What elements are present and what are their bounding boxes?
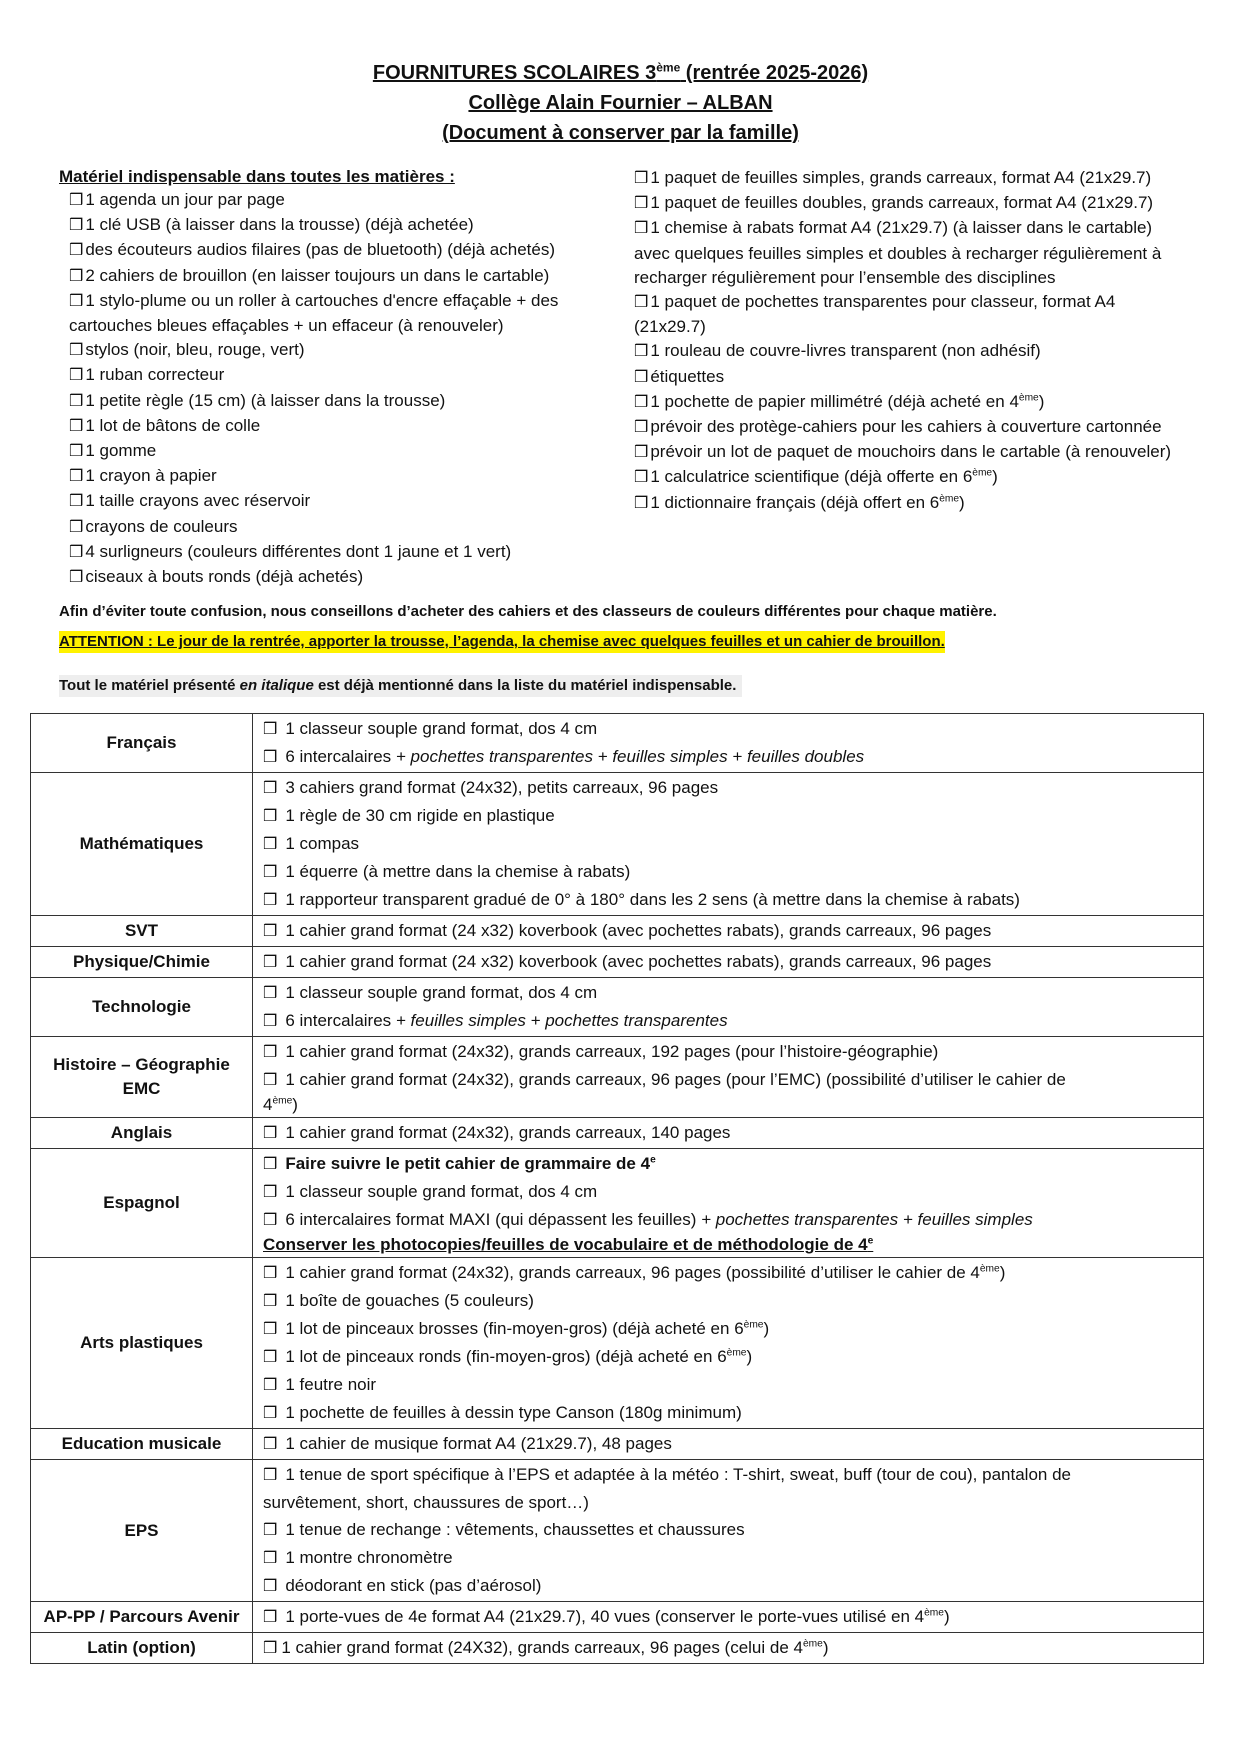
list-item: ❒ 1 classeur souple grand format, dos 4 cm	[263, 715, 1197, 743]
list-item: ❒ 1 cahier grand format (24 x32) koverbook (avec pochettes rabats), grands carreaux, 96 pages	[263, 917, 1197, 945]
checkbox-icon[interactable]: ❒	[263, 721, 278, 738]
checkbox-icon[interactable]: ❒	[263, 1609, 278, 1626]
attention-note: ATTENTION : Le jour de la rentrée, apporter la trousse, l’agenda, la chemise avec quelques feuilles et un cahier de brouillon.	[59, 631, 945, 653]
checkbox-icon[interactable]: ❒	[69, 342, 84, 360]
essentials-right-column	[634, 166, 1241, 516]
checkbox-icon[interactable]: ❒	[263, 1184, 278, 1201]
document-header	[0, 58, 1241, 148]
list-item: ❒ 1 clé USB (à laisser dans la trousse) (déjà achetée)	[69, 213, 609, 238]
list-item: ❒ 1 cahier grand format (24x32), grands carreaux, 96 pages (pour l’EMC) (possibilité d’utiliser le cahier de	[263, 1066, 1197, 1094]
subject-name: SVT	[31, 916, 253, 947]
list-item: ❒ 1 compas	[263, 830, 1197, 858]
essentials-section	[59, 166, 1219, 587]
subject-items	[253, 773, 1204, 916]
list-item: ❒ 1 porte-vues de 4e format A4 (21x29.7), 40 vues (conserver le porte-vues utilisé en 4ème)	[263, 1603, 1197, 1631]
list-item: ❒ 1 paquet de pochettes transparentes pour classeur, format A4	[634, 290, 1241, 315]
checkbox-icon[interactable]: ❒	[263, 1522, 278, 1539]
list-item: ❒ Faire suivre le petit cahier de grammaire de 4e	[263, 1150, 1197, 1178]
checkbox-icon[interactable]: ❒	[263, 1578, 278, 1595]
list-item: ❒ 3 cahiers grand format (24x32), petits carreaux, 96 pages	[263, 774, 1197, 802]
table-row	[31, 1602, 1204, 1633]
checkbox-icon[interactable]: ❒	[263, 892, 278, 909]
checkbox-icon[interactable]: ❒	[263, 1640, 278, 1657]
table-row	[31, 1633, 1204, 1664]
subject-name: Physique/Chimie	[31, 947, 253, 978]
subject-items	[253, 1118, 1204, 1149]
subject-name: Français	[31, 714, 253, 773]
checkbox-icon[interactable]: ❒	[634, 220, 649, 238]
checkbox-icon[interactable]: ❒	[69, 443, 84, 461]
checkbox-icon[interactable]: ❒	[263, 808, 278, 825]
checkbox-icon[interactable]: ❒	[263, 749, 278, 766]
list-item: ❒ crayons de couleurs	[69, 515, 609, 540]
subject-items	[253, 978, 1204, 1037]
list-item: ❒ 1 lot de bâtons de colle	[69, 414, 609, 439]
checkbox-icon[interactable]: ❒	[263, 1377, 278, 1394]
list-item-continuation: avec quelques feuilles simples et doubles à recharger régulièrement à	[634, 243, 1162, 263]
checkbox-icon[interactable]: ❒	[69, 417, 84, 435]
essentials-left-column	[69, 188, 609, 590]
subject-name: Histoire – Géographie EMC	[31, 1037, 253, 1118]
checkbox-icon[interactable]: ❒	[263, 1467, 278, 1484]
checkbox-icon[interactable]: ❒	[263, 1349, 278, 1366]
checkbox-icon[interactable]: ❒	[263, 1321, 278, 1338]
list-item: ❒ prévoir des protège-cahiers pour les cahiers à couverture cartonnée	[634, 415, 1241, 440]
table-row	[31, 1037, 1204, 1118]
list-item: ❒ 1 lot de pinceaux ronds (fin-moyen-gros) (déjà acheté en 6ème)	[263, 1343, 1197, 1371]
subject-name: Latin (option)	[31, 1633, 253, 1664]
list-item: ❒ 1 taille crayons avec réservoir	[69, 489, 609, 514]
table-row	[31, 1460, 1204, 1602]
subject-name: Arts plastiques	[31, 1258, 253, 1429]
list-item: ❒ 1 crayon à papier	[69, 464, 609, 489]
list-item: ❒ 1 classeur souple grand format, dos 4 cm	[263, 979, 1197, 1007]
list-item: ❒ 1 chemise à rabats format A4 (21x29.7) (à laisser dans le cartable)	[634, 216, 1241, 241]
list-item: ❒ stylos (noir, bleu, rouge, vert)	[69, 338, 609, 363]
table-row	[31, 714, 1204, 773]
checkbox-icon[interactable]: ❒	[69, 543, 84, 561]
checkbox-icon[interactable]: ❒	[634, 195, 649, 213]
checkbox-icon[interactable]: ❒	[69, 367, 84, 385]
checkbox-icon[interactable]: ❒	[263, 1044, 278, 1061]
subject-name: EPS	[31, 1460, 253, 1602]
table-row	[31, 978, 1204, 1037]
list-item: ❒ 1 règle de 30 cm rigide en plastique	[263, 802, 1197, 830]
table-row	[31, 947, 1204, 978]
list-item: ❒ 1 stylo-plume ou un roller à cartouches d'encre effaçable + des	[69, 289, 609, 314]
keep-document-note: (Document à conserver par la famille)	[442, 122, 799, 144]
table-row	[31, 1258, 1204, 1429]
checkbox-icon[interactable]: ❒	[263, 1072, 278, 1089]
list-item: ❒ 1 boîte de gouaches (5 couleurs)	[263, 1287, 1197, 1315]
list-item: ❒ 6 intercalaires format MAXI (qui dépassent les feuilles) + pochettes transparentes + feuilles simples	[263, 1206, 1197, 1234]
subjects-table	[30, 713, 1204, 1664]
list-item: ❒ 1 agenda un jour par page	[69, 188, 609, 213]
subject-items	[253, 1633, 1204, 1664]
italic-legend-note: Tout le matériel présenté en italique est déjà mentionné dans la liste du matériel indispensable.	[59, 675, 742, 697]
list-item: ❒ déodorant en stick (pas d’aérosol)	[263, 1572, 1197, 1600]
table-row	[31, 916, 1204, 947]
list-item: ❒ 1 cahier grand format (24x32), grands carreaux, 140 pages	[263, 1119, 1197, 1147]
checkbox-icon[interactable]: ❒	[263, 1265, 278, 1282]
checkbox-icon[interactable]: ❒	[263, 1212, 278, 1229]
list-item: ❒ 1 équerre (à mettre dans la chemise à rabats)	[263, 858, 1197, 886]
subject-name: Education musicale	[31, 1429, 253, 1460]
list-item: ❒ 4 surligneurs (couleurs différentes dont 1 jaune et 1 vert)	[69, 540, 609, 565]
list-item: ❒ 1 petite règle (15 cm) (à laisser dans la trousse)	[69, 389, 609, 414]
checkbox-icon[interactable]: ❒	[634, 170, 649, 187]
subject-items	[253, 916, 1204, 947]
subject-items	[253, 1258, 1204, 1429]
subject-name: Anglais	[31, 1118, 253, 1149]
subject-name: Espagnol	[31, 1149, 253, 1258]
checkbox-icon[interactable]: ❒	[263, 1550, 278, 1567]
checkbox-icon[interactable]: ❒	[69, 468, 84, 486]
list-item: ❒ 1 rouleau de couvre-livres transparent (non adhésif)	[634, 339, 1241, 364]
checkbox-icon[interactable]: ❒	[263, 1405, 278, 1422]
checkbox-icon[interactable]: ❒	[263, 1156, 278, 1173]
keep-photocopies-note: Conserver les photocopies/feuilles de vocabulaire et de méthodologie de 4e	[263, 1235, 874, 1254]
table-row	[31, 1149, 1204, 1258]
list-item: ❒ 1 calculatrice scientifique (déjà offerte en 6ème)	[634, 465, 1241, 490]
list-item: ❒ ciseaux à bouts ronds (déjà achetés)	[69, 565, 609, 590]
checkbox-icon[interactable]: ❒	[634, 294, 649, 312]
checkbox-icon[interactable]: ❒	[69, 267, 84, 285]
page-title: FOURNITURES SCOLAIRES 3ème (rentrée 2025-2026)	[372, 60, 869, 84]
list-item: ❒ 6 intercalaires + feuilles simples + pochettes transparentes	[263, 1007, 1197, 1035]
list-item: ❒ 2 cahiers de brouillon (en laisser toujours un dans le cartable)	[69, 264, 609, 289]
checkbox-icon[interactable]: ❒	[634, 444, 649, 462]
list-item: ❒ 1 cahier de musique format A4 (21x29.7), 48 pages	[263, 1430, 1197, 1458]
list-item: ❒ 1 cahier grand format (24 x32) koverbook (avec pochettes rabats), grands carreaux, 96 pages	[263, 948, 1197, 976]
subject-name: Mathématiques	[31, 773, 253, 916]
list-item: ❒ 1 montre chronomètre	[263, 1544, 1197, 1572]
list-item: ❒ 1 paquet de feuilles doubles, grands carreaux, format A4 (21x29.7)	[634, 191, 1241, 216]
list-item: ❒ 1 pochette de feuilles à dessin type Canson (180g minimum)	[263, 1399, 1197, 1427]
checkbox-icon[interactable]: ❒	[263, 864, 278, 881]
checkbox-icon[interactable]: ❒	[634, 393, 649, 411]
checkbox-icon[interactable]: ❒	[263, 1293, 278, 1310]
table-row	[31, 1118, 1204, 1149]
checkbox-icon[interactable]: ❒	[263, 954, 278, 971]
checkbox-icon[interactable]: ❒	[69, 392, 84, 410]
subject-items	[253, 1602, 1204, 1633]
checkbox-icon[interactable]: ❒	[69, 493, 84, 511]
subject-items	[253, 1149, 1204, 1258]
list-item-continuation: recharger régulièrement pour l’ensemble des disciplines	[634, 267, 1056, 287]
list-item: ❒ prévoir un lot de paquet de mouchoirs dans le cartable (à renouveler)	[634, 440, 1241, 465]
list-item: ❒ 1 tenue de rechange : vêtements, chaussettes et chaussures	[263, 1516, 1197, 1544]
list-item: ❒ 1 feutre noir	[263, 1371, 1197, 1399]
subject-name: AP-PP / Parcours Avenir	[31, 1602, 253, 1633]
table-row	[31, 1429, 1204, 1460]
checkbox-icon[interactable]: ❒	[263, 836, 278, 853]
checkbox-icon[interactable]: ❒	[69, 192, 84, 209]
list-item: ❒ 1 cahier grand format (24x32), grands carreaux, 96 pages (possibilité d’utiliser le cahier de 4ème)	[263, 1259, 1197, 1287]
checkbox-icon[interactable]: ❒	[634, 343, 649, 361]
list-item: ❒ 1 pochette de papier millimétré (déjà acheté en 4ème)	[634, 390, 1241, 415]
list-item: ❒ 1 lot de pinceaux brosses (fin-moyen-gros) (déjà acheté en 6ème)	[263, 1315, 1197, 1343]
color-advice-note: Afin d’éviter toute confusion, nous conseillons d’acheter des cahiers et des classeurs de couleurs différentes pour chaque matière.	[59, 603, 997, 620]
checkbox-icon[interactable]: ❒	[634, 419, 649, 437]
checkbox-icon[interactable]: ❒	[263, 1013, 278, 1030]
list-item: ❒ 1 rapporteur transparent gradué de 0° à 180° dans les 2 sens (à mettre dans la chemise à rabats)	[263, 886, 1197, 914]
checkbox-icon[interactable]: ❒	[263, 1436, 278, 1453]
list-item: ❒ 1 gomme	[69, 439, 609, 464]
checkbox-icon[interactable]: ❒	[634, 494, 649, 512]
table-row	[31, 773, 1204, 916]
list-item: ❒ 1 cahier grand format (24x32), grands carreaux, 192 pages (pour l’histoire-géographie)	[263, 1038, 1197, 1066]
list-item-continuation: (21x29.7)	[634, 317, 706, 337]
checkbox-icon[interactable]: ❒	[69, 217, 84, 235]
checkbox-icon[interactable]: ❒	[263, 780, 278, 797]
school-name: Collège Alain Fournier – ALBAN	[468, 92, 773, 114]
list-item: ❒ 1 tenue de sport spécifique à l’EPS et adaptée à la météo : T-shirt, sweat, buff (tour de cou), pantalon de	[263, 1461, 1197, 1489]
checkbox-icon[interactable]: ❒	[69, 518, 84, 536]
list-item-continuation: cartouches bleues effaçables + un effaceur (à renouveler)	[69, 316, 504, 336]
checkbox-icon[interactable]: ❒	[263, 1125, 278, 1142]
list-item-continuation: 4ème)	[263, 1095, 298, 1114]
subject-items	[253, 947, 1204, 978]
essentials-heading: Matériel indispensable dans toutes les matières :	[59, 167, 455, 186]
list-item: ❒ 6 intercalaires + pochettes transparentes + feuilles simples + feuilles doubles	[263, 743, 1197, 771]
checkbox-icon[interactable]: ❒	[634, 469, 649, 487]
list-item: ❒ étiquettes	[634, 365, 1241, 390]
subject-items	[253, 1460, 1204, 1602]
list-item: ❒ 1 cahier grand format (24X32), grands carreaux, 96 pages (celui de 4ème)	[263, 1634, 1197, 1662]
checkbox-icon[interactable]: ❒	[263, 985, 278, 1002]
checkbox-icon[interactable]: ❒	[69, 569, 84, 587]
list-item: ❒ des écouteurs audios filaires (pas de bluetooth) (déjà achetés)	[69, 238, 609, 263]
list-item: ❒ 1 ruban correcteur	[69, 363, 609, 388]
checkbox-icon[interactable]: ❒	[263, 923, 278, 940]
list-item: ❒ 1 paquet de feuilles simples, grands carreaux, format A4 (21x29.7)	[634, 166, 1241, 191]
checkbox-icon[interactable]: ❒	[634, 368, 649, 386]
subject-items	[253, 1037, 1204, 1118]
subject-name: Technologie	[31, 978, 253, 1037]
list-item: ❒ 1 classeur souple grand format, dos 4 cm	[263, 1178, 1197, 1206]
list-item-continuation: survêtement, short, chaussures de sport…)	[263, 1493, 589, 1512]
checkbox-icon[interactable]: ❒	[69, 292, 84, 310]
subject-items	[253, 1429, 1204, 1460]
checkbox-icon[interactable]: ❒	[69, 242, 84, 260]
list-item: ❒ 1 dictionnaire français (déjà offert en 6ème)	[634, 491, 1241, 516]
subject-items	[253, 714, 1204, 773]
